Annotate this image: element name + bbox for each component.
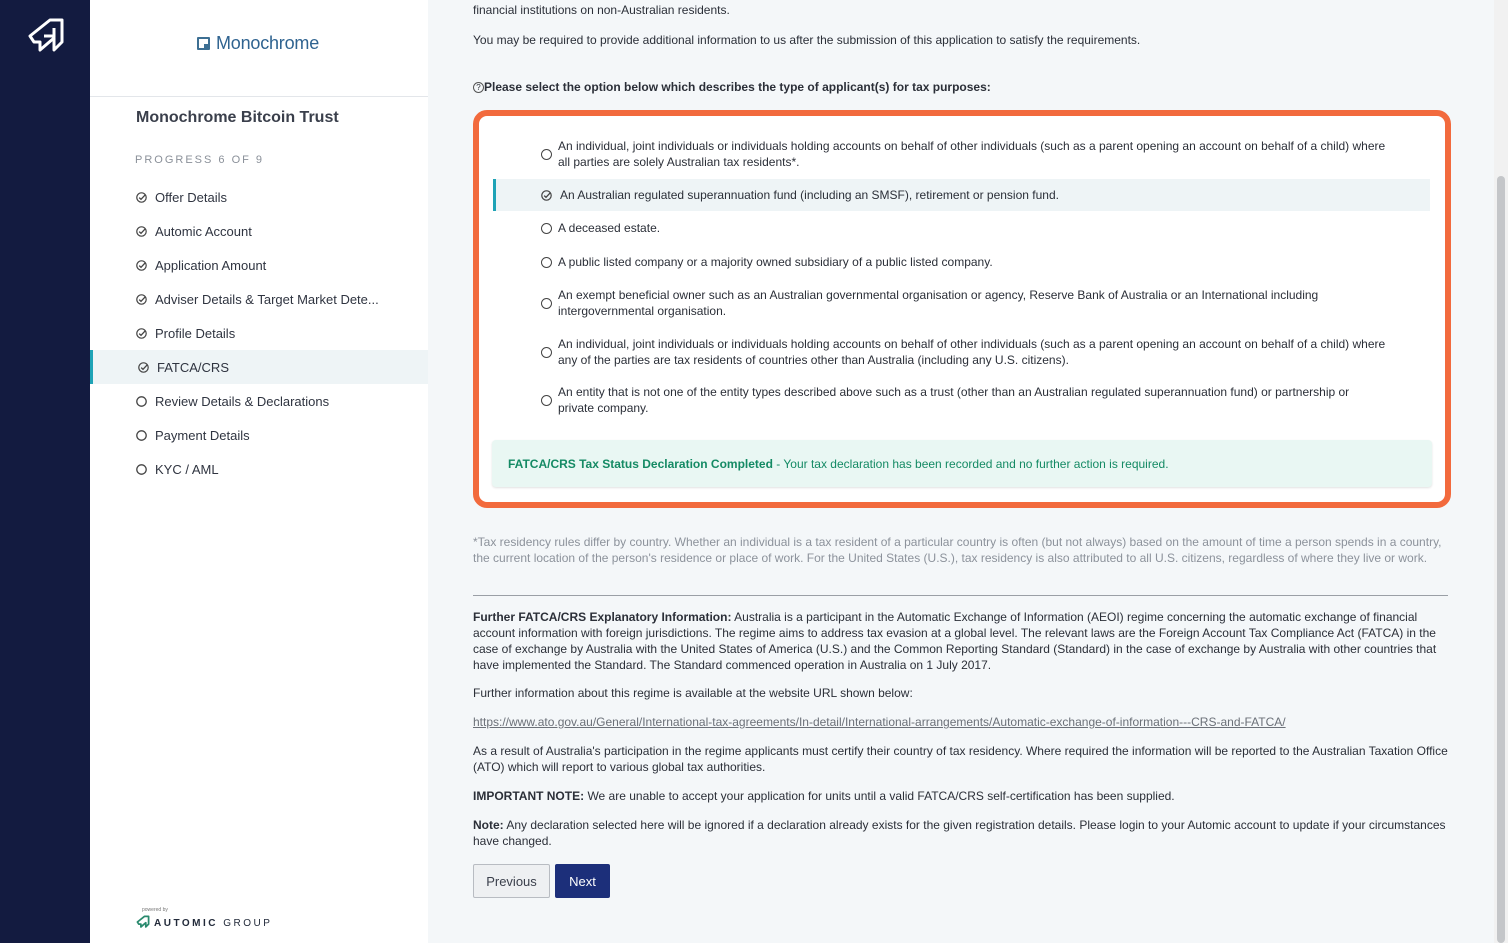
step-label: Payment Details bbox=[155, 427, 250, 443]
divider bbox=[473, 595, 1448, 596]
radio-button[interactable] bbox=[541, 257, 552, 268]
step-kyc-aml[interactable] bbox=[90, 452, 428, 486]
intro-text-more: You may be required to provide additional information to us after the submission of this application to satisfy the requirements. bbox=[473, 33, 1141, 47]
radio-button[interactable] bbox=[541, 347, 552, 358]
check-circle-icon[interactable] bbox=[541, 190, 552, 201]
option-deceased-estate[interactable] bbox=[495, 220, 1429, 236]
radio-button[interactable] bbox=[541, 395, 552, 406]
step-offer-details[interactable] bbox=[90, 180, 428, 214]
notice-title: FATCA/CRS Tax Status Declaration Completed bbox=[508, 456, 773, 471]
empty-circle-icon bbox=[136, 464, 147, 475]
sidebar bbox=[90, 0, 428, 943]
option-label: A public listed company or a majority owned subsidiary of a public listed company. bbox=[558, 255, 993, 269]
check-circle-icon bbox=[136, 260, 147, 271]
important-note: IMPORTANT NOTE: We are unable to accept your application for units until a valid FATCA/CRS self-certification has been supplied. bbox=[473, 789, 1175, 803]
step-label: Automic Account bbox=[155, 223, 252, 239]
empty-circle-icon bbox=[136, 430, 147, 441]
next-button[interactable]: Next bbox=[555, 864, 610, 898]
powered-by-label: powered by bbox=[142, 907, 168, 913]
automic-mark-icon bbox=[136, 915, 150, 929]
option-public-listed-company[interactable] bbox=[495, 254, 1429, 270]
radio-button[interactable] bbox=[541, 298, 552, 309]
option-superannuation-fund[interactable] bbox=[493, 179, 1430, 211]
scrollbar-thumb[interactable] bbox=[1497, 176, 1505, 943]
check-circle-icon bbox=[136, 328, 147, 339]
step-label: Offer Details bbox=[155, 189, 228, 205]
step-payment-details[interactable] bbox=[90, 418, 428, 452]
ato-url-link[interactable]: https://www.ato.gov.au/General/International-tax-agreements/In-detail/International-arrangements/Automatic-exchange-of-information---CRS-and-FATCA/ bbox=[473, 715, 1286, 729]
check-circle-icon bbox=[136, 226, 147, 237]
automic-group-wordmark: AUTOMIC GROUP bbox=[154, 918, 273, 929]
step-label: Application Amount bbox=[155, 257, 267, 273]
monochrome-logo-icon bbox=[197, 37, 210, 50]
monochrome-logo bbox=[197, 33, 319, 54]
help-circle-icon[interactable]: ? bbox=[473, 82, 484, 93]
previous-button[interactable]: Previous bbox=[473, 864, 550, 898]
further-information-paragraph: Further FATCA/CRS Explanatory Information: Australia is a participant in the Automatic Exchange of Information (AEOI) regime concerning the automatic exchange of financial account information with foreign jurisdictions. The regime aims to address tax evasion at a global level. The relevant laws are the Foreign Account Tax Compliance Act (FATCA) in the case of exchange by Australia with the United States of America (U.S.) and the Common Reporting Standard (Standard) in the case of exchange by Australia with other countries that have implemented the Standard. The Standard commenced operation in Australia on 1 July 2017. bbox=[473, 610, 1437, 672]
progress-label: PROGRESS 6 OF 9 bbox=[135, 154, 265, 166]
question-text: Please select the option below which describes the type of applicant(s) for tax purposes: bbox=[484, 80, 991, 94]
question-heading bbox=[473, 79, 1451, 95]
ato-link-row bbox=[473, 714, 1451, 730]
brand-header bbox=[90, 0, 428, 97]
radio-button[interactable] bbox=[541, 149, 552, 160]
step-label: Adviser Details & Target Market Dete... bbox=[155, 291, 379, 307]
option-exempt-beneficial-owner[interactable] bbox=[495, 287, 1429, 319]
option-label: An Australian regulated superannuation fund (including an SMSF), retirement or pension fund. bbox=[560, 188, 1059, 202]
step-label: FATCA/CRS bbox=[157, 359, 229, 375]
option-australian-individual[interactable] bbox=[495, 138, 1429, 170]
intro-text-cut: financial institutions on non-Australian residents. bbox=[473, 3, 730, 17]
declaration-completed-notice bbox=[492, 440, 1432, 487]
powered-by-automic bbox=[136, 907, 273, 929]
declaration-note: Note: Any declaration selected here will be ignored if a declaration already exists for the given registration details. Please login to your Automic account to update if your circumstances have changed. bbox=[473, 818, 1446, 848]
option-label: A deceased estate. bbox=[558, 221, 661, 235]
step-fatca-crs[interactable] bbox=[90, 350, 428, 384]
steps-list bbox=[90, 180, 428, 486]
notice-message: - Your tax declaration has been recorded and no further action is required. bbox=[772, 456, 1169, 471]
step-application-amount[interactable] bbox=[90, 248, 428, 282]
step-label: Profile Details bbox=[155, 325, 236, 341]
further-info-intro: Further information about this regime is available at the website URL shown below: bbox=[473, 686, 913, 700]
step-profile-details[interactable] bbox=[90, 316, 428, 350]
option-label: An entity that is not one of the entity types described above such as a trust (other than an Australian regulated superannuation fund) or partnership or private company. bbox=[558, 385, 1350, 415]
scrollbar-track[interactable] bbox=[1494, 0, 1508, 943]
option-label: An individual, joint individuals or individuals holding accounts on behalf of other individuals (such as a parent opening an account on behalf of a child) where all parties are solely Australian tax residents*. bbox=[558, 139, 1386, 169]
main-content bbox=[428, 0, 1494, 943]
check-circle-icon bbox=[136, 192, 147, 203]
tax-residency-certification-text: As a result of Australia's participation in the regime applicants must certify their country of tax residency. Where required the information will be reported to the Australian Taxation Office (ATO) which will report to various global tax authorities. bbox=[473, 744, 1448, 774]
tax-residency-footnote: *Tax residency rules differ by country. Whether an individual is a tax resident of a particular country is often (but not always) based on the amount of time a person spends in a country, the current location of the person's residence or place of work. For the United States (U.S.), tax residency is also attributed to all U.S. citizens, regardless of where they live or work. bbox=[473, 535, 1442, 565]
radio-button[interactable] bbox=[541, 223, 552, 234]
empty-circle-icon bbox=[136, 396, 147, 407]
option-foreign-tax-resident-individual[interactable] bbox=[495, 336, 1429, 368]
trust-title: Monochrome Bitcoin Trust bbox=[136, 109, 339, 126]
option-label: An individual, joint individuals or individuals holding accounts on behalf of other individuals (such as a parent opening an account on behalf of a child) where any of the parties are tax residents of countries other than Australia (including any U.S. citizens). bbox=[558, 337, 1386, 367]
option-label: An exempt beneficial owner such as an Australian governmental organisation or agency, Reserve Bank of Australia or an International including intergovernmental organisation. bbox=[558, 288, 1319, 318]
left-rail bbox=[0, 0, 90, 943]
step-adviser-details[interactable] bbox=[90, 282, 428, 316]
check-circle-icon bbox=[136, 294, 147, 305]
applicant-type-options bbox=[473, 110, 1451, 508]
step-automic-account[interactable] bbox=[90, 214, 428, 248]
step-review-details[interactable] bbox=[90, 384, 428, 418]
option-other-entity[interactable] bbox=[495, 384, 1429, 416]
check-circle-icon bbox=[138, 362, 149, 373]
automic-logo-icon[interactable] bbox=[26, 16, 66, 56]
step-label: Review Details & Declarations bbox=[155, 393, 330, 409]
step-label: KYC / AML bbox=[155, 461, 219, 477]
brand-name: Monochrome bbox=[215, 32, 320, 53]
